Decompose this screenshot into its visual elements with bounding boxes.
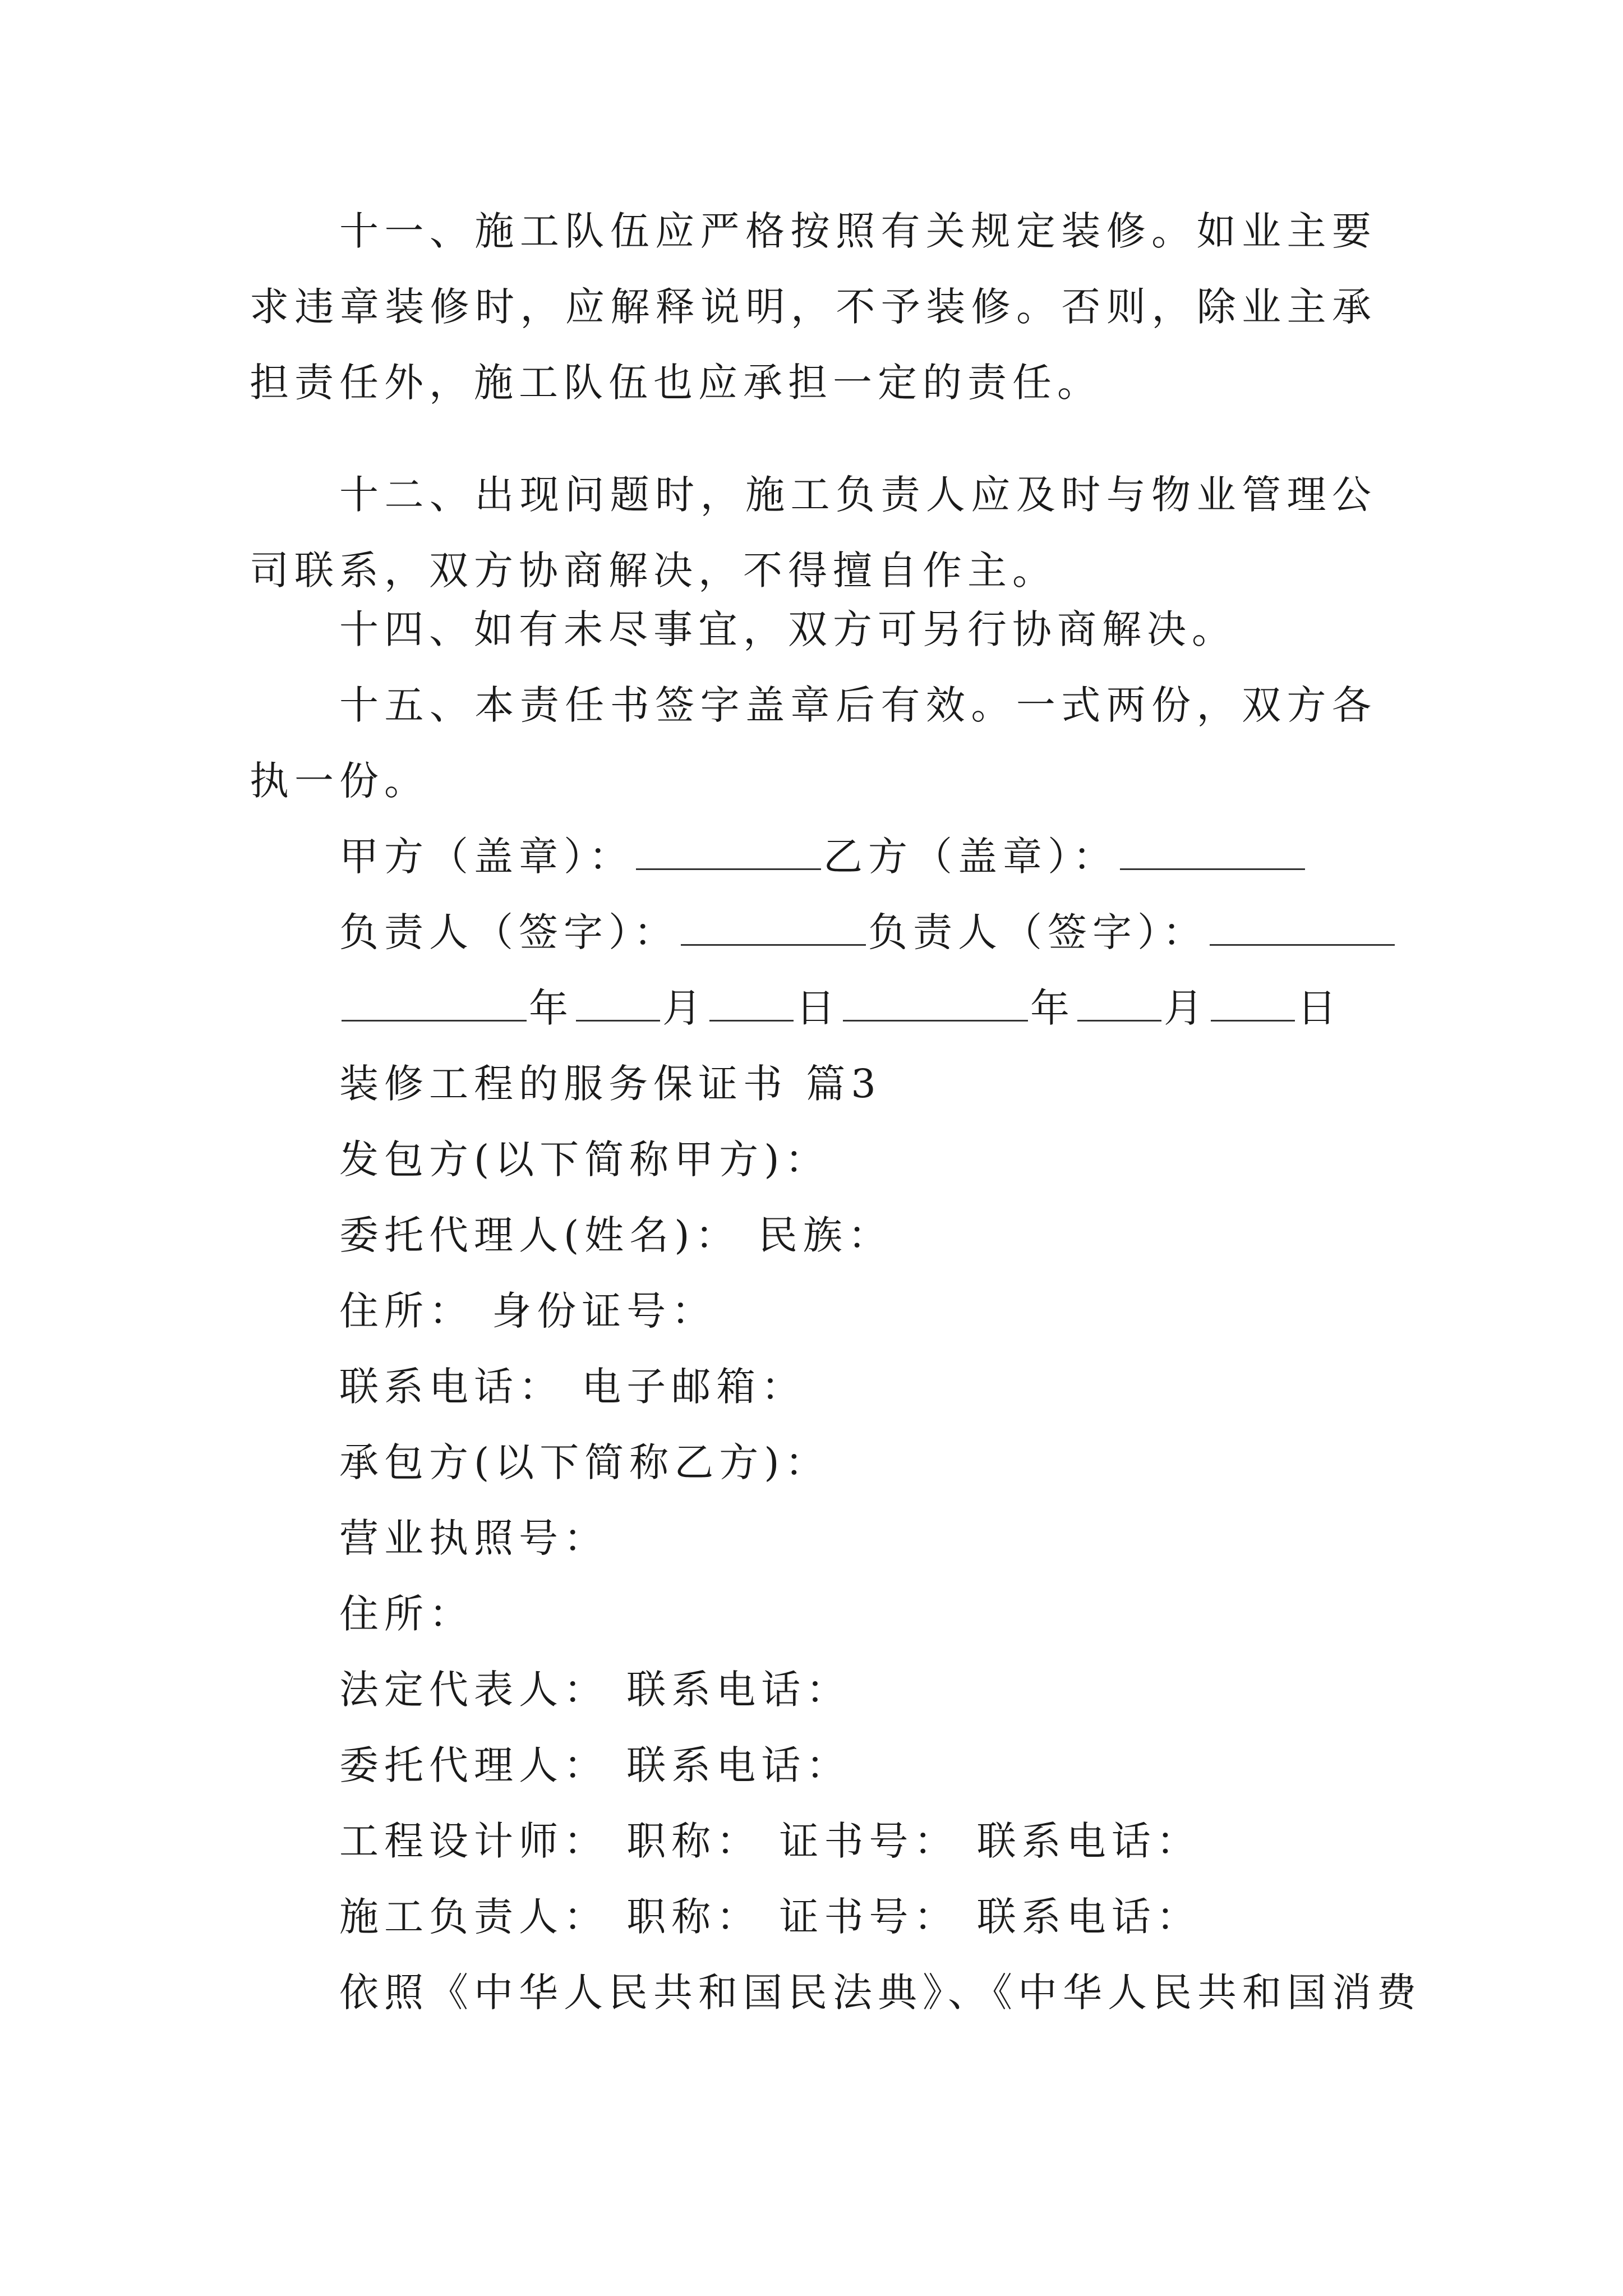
employer-field: 发包方(以下简称甲方)： <box>339 1137 830 1182</box>
designer-field: 工程设计师： 职称： 证书号： 联系电话： <box>339 1818 1201 1864</box>
responsible-b-blank <box>1210 899 1395 946</box>
month-b-blank <box>1077 975 1161 1022</box>
legal-rep-field: 法定代表人： 联系电话： <box>339 1667 851 1713</box>
day-b-blank <box>1211 975 1295 1022</box>
clause-12: 十二、出现问题时，施工负责人应及时与物业管理公司联系，双方协商解决，不得擅自作主。 <box>250 472 1377 593</box>
date-row <box>339 970 1342 1046</box>
month-a-blank <box>576 975 660 1022</box>
legal-basis-text: 依照《中华人民共和国民法典》、《中华人民共和国消费 <box>339 1970 1422 2016</box>
responsible-b-label: 负责人（签字）： <box>868 909 1207 955</box>
month-b-label: 月 <box>1164 985 1209 1031</box>
construction-lead-field: 施工负责人： 职称： 证书号： 联系电话： <box>339 1894 1201 1940</box>
party-b-seal-label: 乙方（盖章）： <box>823 834 1118 880</box>
agent-name-field: 委托代理人(姓名)： 民族： <box>339 1212 893 1258</box>
agent-field: 委托代理人： 联系电话： <box>339 1742 851 1788</box>
responsible-a-blank <box>681 899 866 946</box>
address-id-field: 住所： 身份证号： <box>339 1288 717 1334</box>
party-b-seal-blank <box>1120 823 1305 870</box>
responsible-a-label: 负责人（签字）： <box>339 909 679 955</box>
year-a-blank <box>342 975 527 1022</box>
section-title: 装修工程的服务保证书 篇3 <box>339 1061 882 1107</box>
address-field: 住所： <box>339 1591 474 1637</box>
license-field: 营业执照号： <box>339 1515 608 1561</box>
responsible-row <box>339 895 1397 970</box>
day-a-label: 日 <box>796 985 841 1031</box>
year-a-label: 年 <box>529 985 574 1031</box>
contractor-field: 承包方(以下简称乙方)： <box>339 1439 830 1485</box>
clause-15: 十五、本责任书签字盖章后有效。一式两份，双方各执一份。 <box>250 682 1377 804</box>
clause-11: 十一、施工队伍应严格按照有关规定装修。如业主要求违章装修时，应解释说明，不予装修。否则，除业主承担责任外，施工队伍也应承担一定的责任。 <box>250 208 1377 406</box>
party-a-seal-label: 甲方（盖章）： <box>339 834 634 880</box>
day-a-blank <box>709 975 794 1022</box>
month-a-label: 月 <box>662 985 707 1031</box>
seal-row <box>339 819 1307 895</box>
party-a-seal-blank <box>636 823 821 870</box>
phone-email-field: 联系电话： 电子邮箱： <box>339 1364 806 1410</box>
clause-14: 十四、如有未尽事宜，双方可另行协商解决。 <box>339 606 1237 652</box>
year-b-label: 年 <box>1030 985 1075 1031</box>
day-b-label: 日 <box>1297 985 1342 1031</box>
year-b-blank <box>843 975 1028 1022</box>
